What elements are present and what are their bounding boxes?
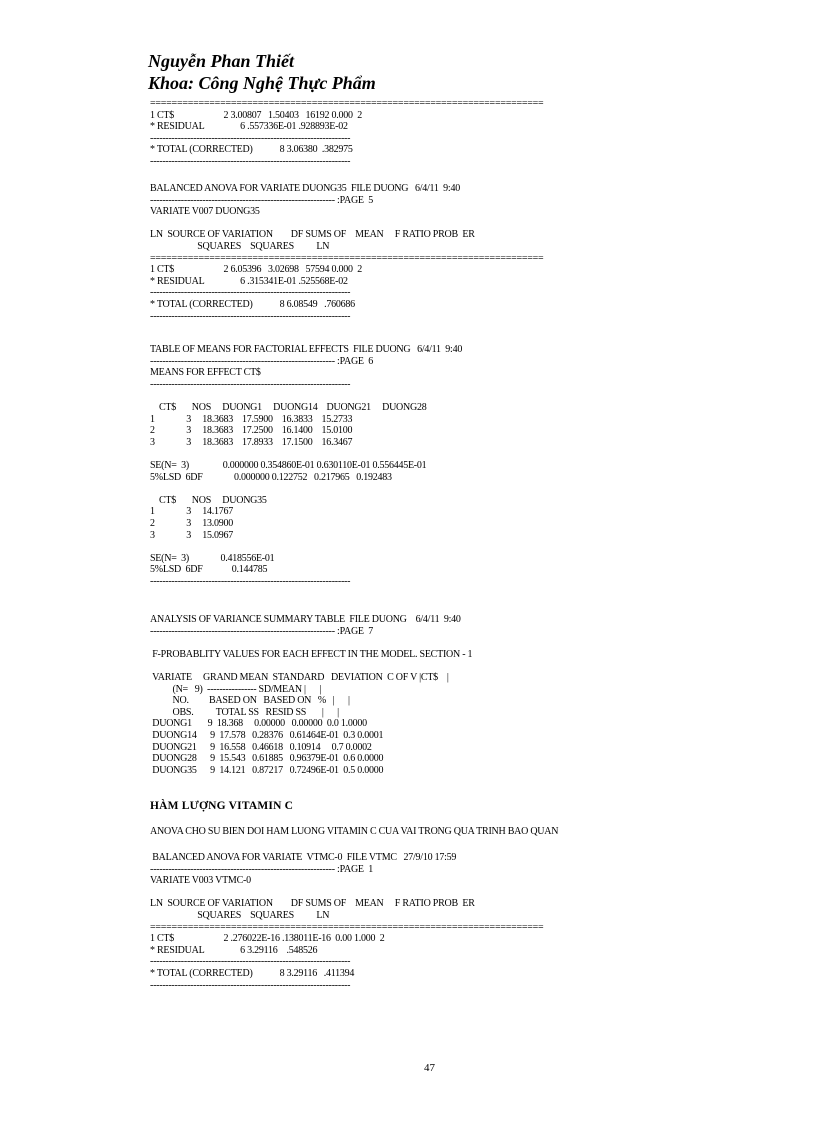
anova-duong28-tail: ========================================================================= 1 CT$ 2 3.00807 1.50403 16192 0.000 2 * RESIDUAL 6 .557336E-01 .928893E-02 ----------------------------------------------------------------- * TOTAL (CORRECTED) 8 3.06380 .382975 -----------------------------------------------------------------: [150, 98, 544, 167]
page-number: 47: [424, 1062, 435, 1074]
anova-summary-block: ANALYSIS OF VARIANCE SUMMARY TABLE FILE DUONG 6/4/11 9:40 ------------------------------------------------------------ :PAGE 7 F-PROBABLITY VALUES FOR EACH EFFECT IN THE MODEL. SECTION - 1 VARIATE GRAND MEAN STANDARD DEVIATION C OF V |CT$ | (N= 9) ---------------- SD/MEAN | | NO. BASED ON BASED ON % | | OBS. TOTAL SS RESID SS | | DUONG1 9 18.368 0.00000 0.00000 0.0 1.0000 DUONG14 9 17.578 0.28376 0.61464E-01 0.3 0.0001 DUONG21 9 16.558 0.46618 0.10914 0.7 0.0002 DUONG28 9 15.543 0.61885 0.96379E-01 0.6 0.0000 DUONG35 9 14.121 0.87217 0.72496E-01 0.5 0.0000: [150, 614, 473, 776]
means-table-block: TABLE OF MEANS FOR FACTORIAL EFFECTS FILE DUONG 6/4/11 9:40 ------------------------------------------------------------ :PAGE 6 MEANS FOR EFFECT CT$ ----------------------------------------------------------------- CT$ NOS DUONG1 DUONG14 DUONG21 DUONG28 1 3 18.3683 17.5900 16.3833 15.2733 2 3 18.3683 17.2500 16.1400 15.0100 3 3 18.3683 17.8933 17.1500 16.3467 SE(N= 3) 0.000000 0.354860E-01 0.630110E-01 0.556445E-01 5%LSD 6DF 0.000000 0.122752 0.217965 0.192483 CT$ NOS DUONG35 1 3 14.1767 2 3 13.0900 3 3 15.0967 SE(N= 3) 0.418556E-01 5%LSD 6DF 0.144785 -----------------------------------------------------------------: [150, 344, 463, 587]
department-name: Khoa: Công Nghệ Thực Phẩm: [148, 73, 376, 93]
vitamin-c-anova-title: ANOVA CHO SU BIEN DOI HAM LUONG VITAMIN C CUA VAI TRONG QUA TRINH BAO QUAN: [150, 826, 559, 837]
anova-duong35-block: BALANCED ANOVA FOR VARIATE DUONG35 FILE DUONG 6/4/11 9:40 ------------------------------------------------------------ :PAGE 5 VARIATE V007 DUONG35 LN SOURCE OF VARIATION DF SUMS OF MEAN F RATIO PROB ER SQUARES SQUARES LN ========================================================================= 1 CT$ 2 6.05396 3.02698 57594 0.000 2 * RESIDUAL 6 .315341E-01 .525568E-02 ----------------------------------------------------------------- * TOTAL (CORRECTED) 8 6.08549 .760686 -----------------------------------------------------------------: [150, 183, 544, 322]
author-name: Nguyễn Phan Thiết: [148, 51, 295, 71]
section-heading-vitamin-c: HÀM LƯỢNG VITAMIN C: [150, 800, 294, 812]
anova-vtmc-block: BALANCED ANOVA FOR VARIATE VTMC-0 FILE VTMC 27/9/10 17:59 ------------------------------------------------------------ :PAGE 1 VARIATE V003 VTMC-0 LN SOURCE OF VARIATION DF SUMS OF MEAN F RATIO PROB ER SQUARES SQUARES LN ========================================================================= 1 CT$ 2 .276022E-16 .138011E-16 0.00 1.000 2 * RESIDUAL 6 3.29116 .548526 ----------------------------------------------------------------- * TOTAL (CORRECTED) 8 3.29116 .411394 -----------------------------------------------------------------: [150, 852, 544, 991]
